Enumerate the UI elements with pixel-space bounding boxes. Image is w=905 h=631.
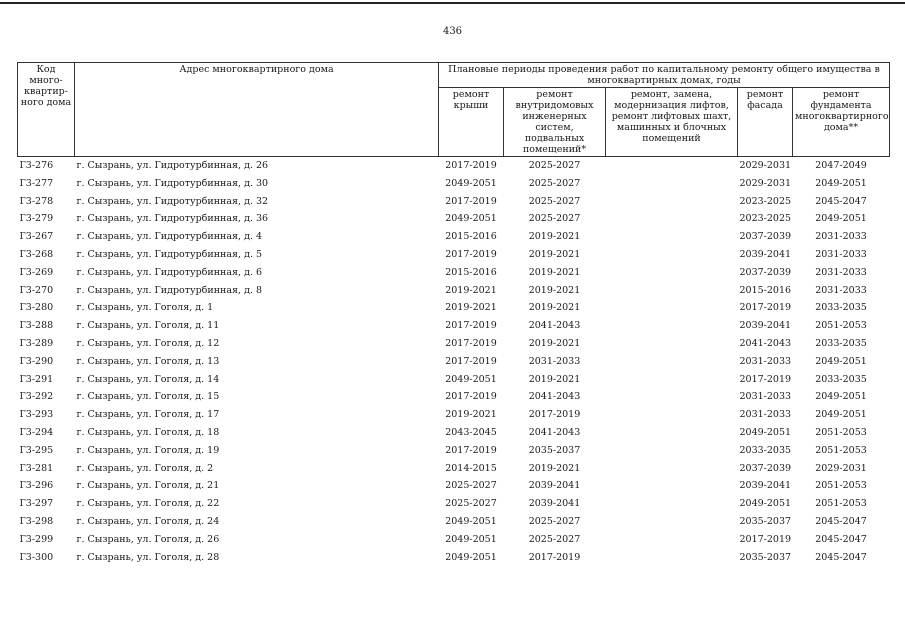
cell-systems: 2019-2021 — [528, 231, 581, 243]
cell-systems: 2025-2027 — [528, 213, 581, 225]
cell-foundation: 2031-2033 — [815, 231, 867, 243]
cell-foundation: 2051-2053 — [815, 498, 867, 510]
cell-code: Г3-270 — [19, 284, 54, 296]
cell-foundation: 2033-2035 — [815, 373, 867, 385]
table-row — [18, 246, 890, 264]
cell-roof: 2049-2051 — [445, 533, 497, 545]
cell-roof: 2017-2019 — [445, 444, 497, 456]
cell-code: Г3-295 — [19, 444, 54, 456]
cell-code: Г3-299 — [19, 533, 54, 545]
cell-facade: 2039-2041 — [739, 320, 792, 332]
table-row — [18, 477, 890, 495]
page-number: 436 — [442, 26, 463, 37]
cell-foundation: 2047-2049 — [793, 157, 890, 175]
cell-address: г. Сызрань, ул. Гидротурбинная, д. 36 — [76, 213, 269, 225]
cell-facade: 2023-2025 — [739, 195, 792, 207]
cell-address: г. Сызрань, ул. Гоголя, д. 26 — [76, 533, 220, 545]
cell-lifts — [606, 175, 738, 193]
cell-roof: 2017-2019 — [445, 337, 497, 349]
cell-address: г. Сызрань, ул. Гоголя, д. 24 — [76, 515, 220, 527]
table-row — [18, 157, 890, 175]
cell-address: г. Сызрань, ул. Гоголя, д. 12 — [76, 337, 220, 349]
cell-facade: 2035-2037 — [739, 551, 792, 563]
cell-systems: 2019-2021 — [528, 284, 581, 296]
cell-address: г. Сызрань, ул. Гоголя, д. 18 — [76, 426, 220, 438]
cell-systems: 2025-2027 — [528, 533, 581, 545]
cell-systems: 2041-2043 — [528, 320, 581, 332]
cell-lifts — [606, 424, 738, 442]
cell-roof: 2015-2016 — [445, 231, 497, 243]
cell-foundation: 2045-2047 — [815, 533, 867, 545]
cell-roof: 2017-2019 — [445, 355, 497, 367]
cell-facade: 2035-2037 — [739, 515, 792, 527]
table-row — [18, 442, 890, 460]
cell-code: Г3-300 — [19, 551, 54, 563]
cell-lifts — [606, 406, 738, 424]
cell-code: Г3-294 — [19, 426, 54, 438]
cell-address: г. Сызрань, ул. Гидротурбинная, д. 5 — [76, 248, 263, 260]
table-row — [18, 371, 890, 389]
cell-systems: 2017-2019 — [528, 409, 581, 421]
cell-address: г. Сызрань, ул. Гидротурбинная, д. 8 — [76, 284, 263, 296]
table-row — [18, 282, 890, 300]
cell-lifts — [606, 371, 738, 389]
cell-code: Г3-269 — [19, 266, 54, 278]
cell-systems: 2019-2021 — [528, 266, 581, 278]
cell-roof: 2017-2019 — [445, 320, 497, 332]
cell-roof: 2017-2019 — [445, 195, 497, 207]
cell-address: г. Сызрань, ул. Гидротурбинная, д. 26 — [75, 157, 439, 175]
cell-facade: 2031-2033 — [739, 391, 792, 403]
cell-foundation: 2051-2053 — [815, 444, 867, 456]
cell-lifts — [606, 317, 738, 335]
table-row — [18, 317, 890, 335]
table-row — [18, 531, 890, 549]
cell-systems: 2019-2021 — [528, 248, 581, 260]
cell-roof: 2049-2051 — [445, 515, 497, 527]
cell-code: Г3-278 — [19, 195, 54, 207]
cell-code: Г3-291 — [19, 373, 54, 385]
header-foundation: ремонт фундамента многоквартирного дома** — [793, 88, 890, 157]
cell-roof: 2019-2021 — [445, 302, 497, 314]
cell-roof: 2025-2027 — [445, 480, 497, 492]
cell-roof: 2014-2015 — [445, 462, 497, 474]
cell-facade: 2031-2033 — [739, 409, 792, 421]
cell-systems: 2017-2019 — [528, 551, 581, 563]
cell-facade: 2031-2033 — [739, 355, 792, 367]
cell-systems: 2025-2027 — [528, 177, 581, 189]
cell-facade: 2037-2039 — [739, 231, 792, 243]
cell-lifts — [606, 477, 738, 495]
table-row — [18, 264, 890, 282]
top-border-line — [0, 2, 905, 4]
cell-roof: 2049-2051 — [445, 373, 497, 385]
cell-code: Г3-268 — [19, 248, 54, 260]
cell-lifts — [606, 157, 738, 175]
cell-lifts — [606, 442, 738, 460]
cell-lifts — [606, 335, 738, 353]
table-row — [18, 193, 890, 211]
cell-lifts — [606, 282, 738, 300]
cell-foundation: 2049-2051 — [815, 355, 867, 367]
cell-foundation: 2033-2035 — [815, 337, 867, 349]
cell-facade: 2041-2043 — [739, 337, 792, 349]
cell-code: Г3-292 — [19, 391, 54, 403]
cell-address: г. Сызрань, ул. Гоголя, д. 13 — [76, 355, 220, 367]
cell-address: г. Сызрань, ул. Гидротурбинная, д. 30 — [76, 177, 269, 189]
cell-systems: 2025-2027 — [504, 157, 606, 175]
cell-facade: 2017-2019 — [739, 302, 792, 314]
cell-foundation: 2049-2051 — [815, 409, 867, 421]
header-roof: ремонт крыши — [439, 88, 504, 157]
cell-systems: 2041-2043 — [528, 426, 581, 438]
cell-code: Г3-289 — [19, 337, 54, 349]
cell-code: Г3-296 — [19, 480, 54, 492]
cell-roof: 2025-2027 — [445, 498, 497, 510]
table-row — [18, 549, 890, 567]
cell-facade: 2029-2031 — [739, 177, 792, 189]
cell-code: Г3-288 — [19, 320, 54, 332]
cell-code: Г3-276 — [18, 157, 75, 175]
table-row — [18, 388, 890, 406]
table-row — [18, 210, 890, 228]
cell-systems: 2039-2041 — [528, 480, 581, 492]
cell-address: г. Сызрань, ул. Гоголя, д. 15 — [76, 391, 220, 403]
repair-schedule-table — [17, 62, 890, 566]
cell-lifts — [606, 513, 738, 531]
cell-roof: 2019-2021 — [445, 284, 497, 296]
cell-facade: 2049-2051 — [739, 498, 792, 510]
cell-code: Г3-267 — [19, 231, 54, 243]
cell-lifts — [606, 210, 738, 228]
cell-lifts — [606, 193, 738, 211]
cell-lifts — [606, 353, 738, 371]
cell-address: г. Сызрань, ул. Гоголя, д. 11 — [76, 320, 220, 332]
cell-facade: 2037-2039 — [739, 462, 792, 474]
cell-facade: 2029-2031 — [738, 157, 793, 175]
table-row — [18, 495, 890, 513]
cell-facade: 2023-2025 — [739, 213, 792, 225]
cell-address: г. Сызрань, ул. Гоголя, д. 19 — [76, 444, 220, 456]
cell-foundation: 2045-2047 — [815, 195, 867, 207]
table-row — [18, 353, 890, 371]
cell-lifts — [606, 531, 738, 549]
cell-address: г. Сызрань, ул. Гидротурбинная, д. 32 — [76, 195, 269, 207]
cell-foundation: 2031-2033 — [815, 266, 867, 278]
cell-address: г. Сызрань, ул. Гидротурбинная, д. 4 — [76, 231, 263, 243]
header-address: Адрес многоквартирного дома — [75, 63, 439, 157]
cell-foundation: 2029-2031 — [815, 462, 867, 474]
cell-systems: 2019-2021 — [528, 373, 581, 385]
cell-foundation: 2031-2033 — [815, 284, 867, 296]
cell-foundation: 2051-2053 — [815, 320, 867, 332]
cell-systems: 2019-2021 — [528, 302, 581, 314]
cell-systems: 2031-2033 — [528, 355, 581, 367]
cell-code: Г3-281 — [19, 462, 54, 474]
cell-roof: 2043-2045 — [445, 426, 497, 438]
cell-facade: 2049-2051 — [739, 426, 792, 438]
cell-systems: 2039-2041 — [528, 498, 581, 510]
cell-lifts — [606, 460, 738, 478]
cell-code: Г3-277 — [19, 177, 54, 189]
cell-roof: 2019-2021 — [445, 409, 497, 421]
cell-foundation: 2049-2051 — [815, 177, 867, 189]
cell-facade: 2015-2016 — [739, 284, 792, 296]
table-body — [18, 157, 890, 567]
cell-lifts — [606, 299, 738, 317]
cell-facade: 2033-2035 — [739, 444, 792, 456]
cell-systems: 2025-2027 — [528, 195, 581, 207]
table-row — [18, 228, 890, 246]
cell-roof: 2015-2016 — [445, 266, 497, 278]
table-row — [18, 299, 890, 317]
table-row — [18, 335, 890, 353]
cell-roof: 2017-2019 — [439, 157, 504, 175]
cell-code: Г3-279 — [19, 213, 54, 225]
cell-foundation: 2031-2033 — [815, 248, 867, 260]
cell-code: Г3-280 — [19, 302, 54, 314]
cell-lifts — [606, 264, 738, 282]
table-row — [18, 406, 890, 424]
cell-address: г. Сызрань, ул. Гоголя, д. 2 — [76, 462, 214, 474]
cell-code: Г3-293 — [19, 409, 54, 421]
cell-lifts — [606, 228, 738, 246]
cell-foundation: 2033-2035 — [815, 302, 867, 314]
cell-address: г. Сызрань, ул. Гоголя, д. 21 — [76, 480, 220, 492]
cell-systems: 2019-2021 — [528, 337, 581, 349]
cell-lifts — [606, 388, 738, 406]
header-code: Код много-квартир-ного дома — [18, 63, 75, 157]
cell-foundation: 2045-2047 — [815, 551, 867, 563]
cell-code: Г3-298 — [19, 515, 54, 527]
cell-systems: 2041-2043 — [528, 391, 581, 403]
cell-roof: 2049-2051 — [445, 177, 497, 189]
table-row — [18, 513, 890, 531]
cell-foundation: 2049-2051 — [815, 213, 867, 225]
header-facade: ремонт фасада — [738, 88, 793, 157]
cell-address: г. Сызрань, ул. Гоголя, д. 1 — [76, 302, 214, 314]
table-row — [18, 424, 890, 442]
cell-foundation: 2051-2053 — [815, 426, 867, 438]
header-systems: ремонт внутридомовых инженерных систем, подвальных помещений* — [504, 88, 606, 157]
cell-foundation: 2045-2047 — [815, 515, 867, 527]
cell-facade: 2017-2019 — [739, 373, 792, 385]
cell-systems: 2025-2027 — [528, 515, 581, 527]
table-row — [18, 175, 890, 193]
header-periods: Плановые периоды проведения работ по капитальному ремонту общего имущества в многоквартирных домах, годы — [439, 63, 890, 88]
cell-roof: 2017-2019 — [445, 391, 497, 403]
cell-systems: 2019-2021 — [528, 462, 581, 474]
cell-code: Г3-297 — [19, 498, 54, 510]
cell-facade: 2039-2041 — [739, 480, 792, 492]
cell-address: г. Сызрань, ул. Гоголя, д. 17 — [76, 409, 220, 421]
cell-address: г. Сызрань, ул. Гоголя, д. 28 — [76, 551, 220, 563]
table-header — [18, 63, 890, 157]
cell-roof: 2049-2051 — [445, 551, 497, 563]
cell-roof: 2017-2019 — [445, 248, 497, 260]
cell-systems: 2035-2037 — [528, 444, 581, 456]
cell-address: г. Сызрань, ул. Гидротурбинная, д. 6 — [76, 266, 263, 278]
cell-lifts — [606, 246, 738, 264]
cell-roof: 2049-2051 — [445, 213, 497, 225]
cell-facade: 2039-2041 — [739, 248, 792, 260]
cell-facade: 2017-2019 — [739, 533, 792, 545]
cell-address: г. Сызрань, ул. Гоголя, д. 22 — [76, 498, 220, 510]
cell-address: г. Сызрань, ул. Гоголя, д. 14 — [76, 373, 220, 385]
cell-lifts — [606, 495, 738, 513]
cell-foundation: 2049-2051 — [815, 391, 867, 403]
cell-foundation: 2051-2053 — [815, 480, 867, 492]
table-row — [18, 460, 890, 478]
cell-facade: 2037-2039 — [739, 266, 792, 278]
cell-code: Г3-290 — [19, 355, 54, 367]
cell-lifts — [606, 549, 738, 567]
header-lifts: ремонт, замена, модернизация лифтов, ремонт лифтовых шахт, машинных и блочных помещений — [606, 88, 738, 157]
